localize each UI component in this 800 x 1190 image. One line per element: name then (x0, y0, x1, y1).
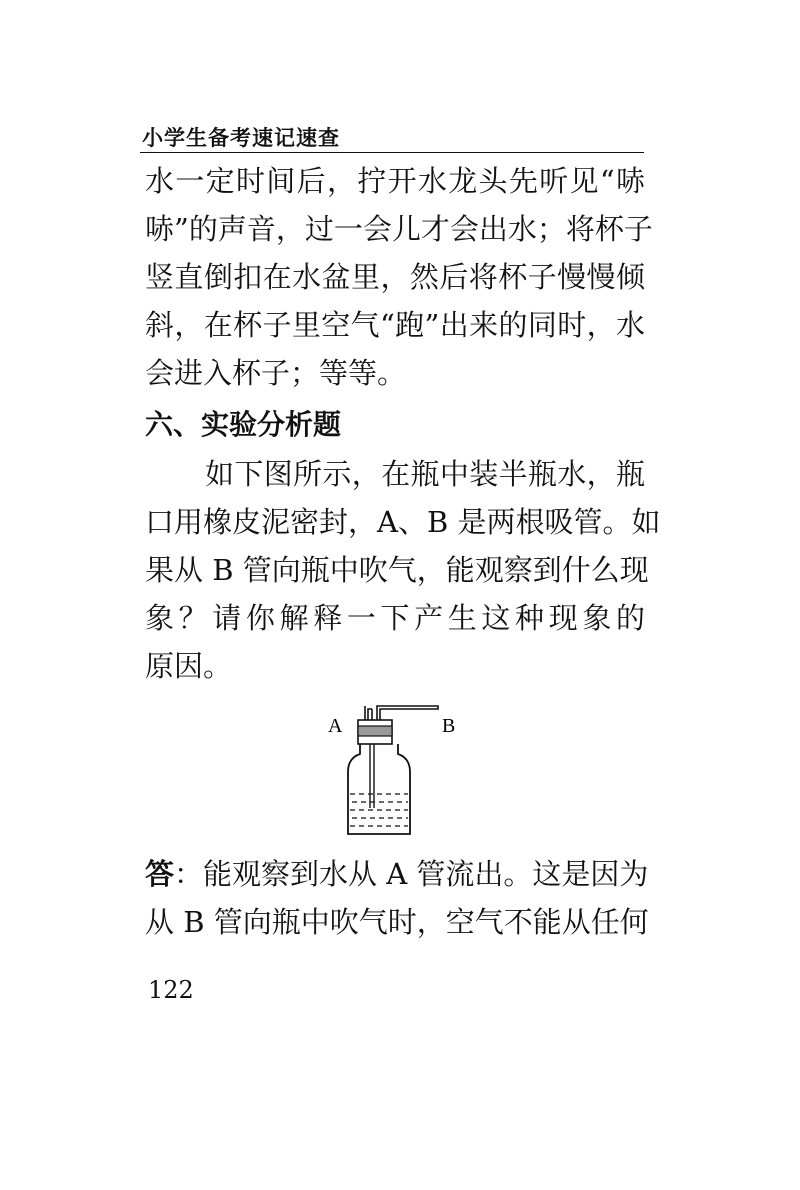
running-header: 小学生备考速记速查 (142, 126, 340, 150)
answer-text: ：能观察到水从 A 管流出。这是因为 (174, 857, 649, 891)
text-line: 象？请你解释一下产生这种现象的 (145, 601, 645, 635)
water-level (350, 794, 408, 826)
text-line: 原因。 (145, 649, 233, 683)
tube-a-label: A (328, 715, 343, 737)
text-line: 口用橡皮泥密封，A、B 是两根吸管。如 (145, 505, 661, 539)
long-tube (370, 744, 374, 808)
page-number: 122 (148, 976, 194, 1004)
answer-line: 从 B 管向瓶中吹气时，空气不能从任何 (145, 905, 649, 939)
bottle-figure (320, 696, 480, 846)
clay-seal (358, 726, 392, 736)
section-heading: 六、实验分析题 (145, 408, 342, 441)
text-line: 斜，在杯子里空气“跑”出来的同时，水 (145, 308, 645, 342)
bottle (348, 744, 410, 834)
header-rule (140, 152, 644, 153)
text-line: 竖直倒扣在水盆里，然后将杯子慢慢倾 (145, 260, 645, 294)
text-line: 哧”的声音，过一会儿才会出水；将杯子 (145, 212, 653, 246)
tube-b-label: B (442, 715, 456, 737)
text-line: 如下图所示，在瓶中装半瓶水，瓶 (205, 457, 645, 491)
answer-line (145, 856, 649, 892)
text-line: 会进入杯子；等等。 (145, 356, 407, 390)
answer-label: 答 (145, 857, 175, 891)
text-line: 水一定时间后，拧开水龙头先听见“哧 (145, 164, 645, 198)
tube-b (377, 706, 438, 720)
text-line: 果从 B 管向瓶中吹气，能观察到什么现 (145, 553, 649, 587)
